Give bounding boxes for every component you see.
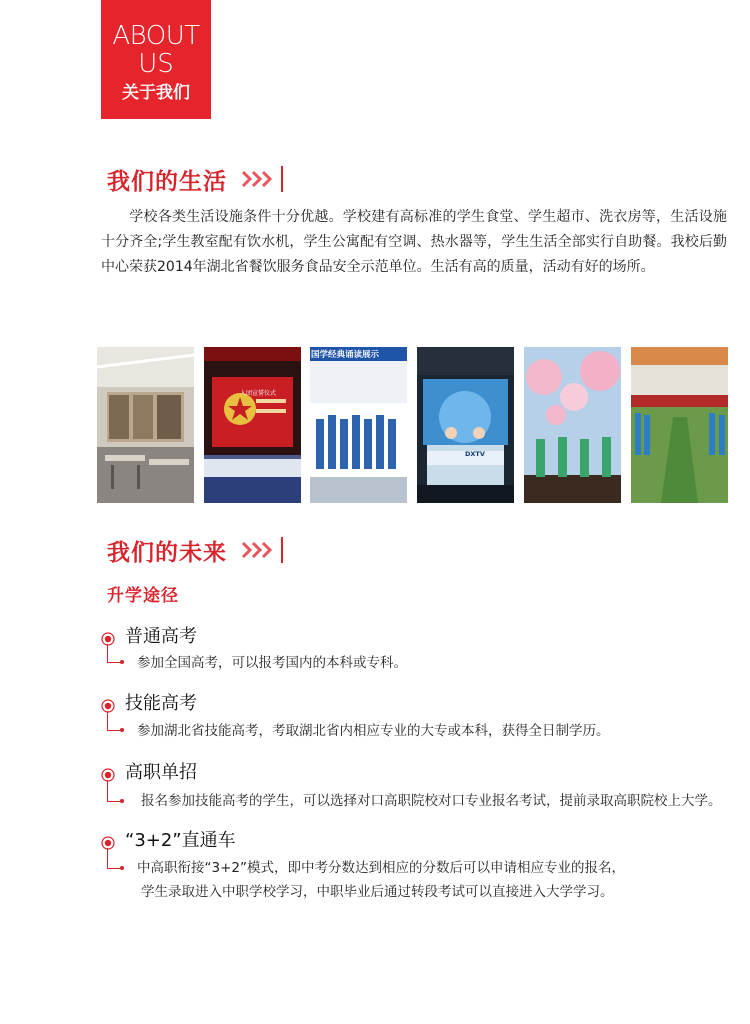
badge-chinese: 关于我们 [122, 83, 190, 103]
bullet-dot-icon [120, 660, 124, 664]
bullet-dot-icon [120, 799, 124, 803]
tv-logo: DXTV [465, 450, 485, 458]
target-dot-icon [101, 835, 115, 849]
connector-line [107, 644, 108, 662]
stage-ceremony-photo [204, 347, 301, 503]
subsection-title: 升学途径 [107, 586, 179, 606]
connector-line [107, 780, 108, 801]
dance-performance-photo [524, 347, 621, 503]
triple-chevron-icon [241, 540, 275, 560]
path-desc: 报名参加技能高考的学生，可以选择对口高职院校对口专业报名考试，提前录取高职院校上大学。 [141, 793, 722, 809]
path-title: 高职单招 [125, 762, 197, 783]
title-divider [281, 537, 283, 563]
path-title: 普通高考 [125, 626, 197, 647]
recitation-photo [310, 347, 407, 503]
target-dot-icon [101, 698, 115, 712]
target-dot-icon [101, 767, 115, 781]
photo-strip [97, 347, 728, 503]
life-paragraph: 学校各类生活设施条件十分优越。学校建有高标准的学生食堂、学生超市、洗衣房等，生活设施十分齐全;学生教室配有饮水机，学生公寓配有空调、热水器等，学生生活全部实行自助餐。我校后勤中心荣获2014年湖北省餐饮服务食品安全示范单位。生活有高的质量，活动有好的场所。 [101, 209, 727, 275]
connector-line [107, 662, 121, 663]
recitation-caption: 国学经典诵读展示 [311, 350, 380, 360]
tv-studio-photo [417, 347, 514, 503]
path-desc: 学生录取进入中职学校学习，中职毕业后通过转段考试可以直接进入大学学习。 [141, 884, 614, 900]
connector-line [107, 801, 121, 802]
path-title: 技能高考 [125, 693, 197, 714]
path-title: “3+2”直通车 [125, 830, 236, 851]
connector-line [107, 868, 121, 869]
about-us-badge [101, 0, 211, 119]
path-desc: 参加全国高考，可以报考国内的本科或专科。 [137, 655, 407, 671]
ceremony-caption: 入团宣誓仪式 [240, 390, 277, 397]
title-divider [281, 166, 283, 192]
triple-chevron-icon [241, 169, 275, 189]
sports-field-photo [631, 347, 728, 503]
life-section-title [107, 162, 283, 196]
library-photo [97, 347, 194, 503]
badge-line-2: US [138, 49, 174, 79]
connector-line [107, 848, 108, 868]
bullet-dot-icon [120, 728, 124, 732]
target-dot-icon [101, 631, 115, 645]
path-desc: 中高职衔接“3+2”模式，即中考分数达到相应的分数后可以申请相应专业的报名， [137, 860, 625, 876]
life-title: 我们的生活 [107, 168, 227, 195]
connector-line [107, 711, 108, 730]
future-title: 我们的未来 [107, 539, 227, 566]
path-desc: 参加湖北省技能高考，考取湖北省内相应专业的大专或本科，获得全日制学历。 [137, 723, 610, 739]
connector-line [107, 730, 121, 731]
badge-line-1: ABOUT [112, 21, 200, 51]
bullet-dot-icon [120, 866, 124, 870]
future-section-title [107, 533, 283, 567]
